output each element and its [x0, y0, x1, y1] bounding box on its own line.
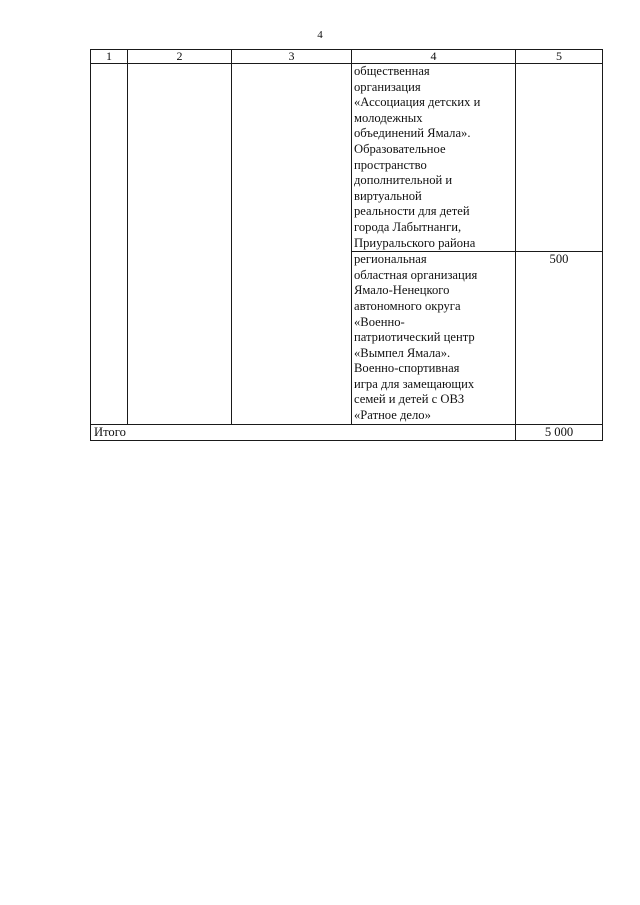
page-number: 4: [317, 29, 323, 41]
org1-line: пространство: [354, 157, 427, 172]
org2-line: «Ратное дело»: [354, 408, 431, 423]
header-cell-2: 2: [128, 50, 232, 64]
org2-line: Военно-спортивная: [354, 361, 460, 376]
org1-line: общественная: [354, 64, 430, 78]
cell-col3-empty: [232, 64, 352, 425]
org1-line: молодежных: [354, 110, 423, 125]
org2-line: «Военно-: [354, 314, 405, 329]
table-row: [91, 64, 603, 252]
org2-line: автономного округа: [354, 298, 461, 313]
org1-line: «Ассоциация детских и: [354, 95, 481, 110]
org2-line: областная организация: [354, 267, 478, 282]
cell-col1-empty: [91, 64, 128, 425]
cell-col2-empty: [128, 64, 232, 425]
org1-line: Образовательное: [354, 141, 446, 156]
total-label: Итого: [91, 424, 516, 441]
header-cell-5: 5: [516, 50, 603, 64]
org1-line: объединений Ямала».: [354, 126, 471, 141]
organization-cell-1: [352, 64, 516, 252]
org2-line: игра для замещающих: [354, 376, 475, 391]
total-amount: 5 000: [516, 424, 603, 441]
org2-line: региональная: [354, 252, 427, 267]
org1-line: виртуальной: [354, 188, 422, 203]
header-cell-4: 4: [352, 50, 516, 64]
table-header-row: [91, 50, 603, 64]
org2-line: семей и детей с ОВЗ: [354, 392, 465, 407]
org2-line: патриотический центр: [354, 330, 475, 345]
org1-line: дополнительной и: [354, 173, 453, 188]
total-row: [91, 424, 603, 441]
header-cell-1: 1: [91, 50, 128, 64]
organization-cell-2: [352, 252, 516, 425]
amount-cell-2: 500: [516, 252, 603, 425]
org2-line: Ямало-Ненецкого: [354, 283, 450, 298]
budget-table: [90, 49, 603, 441]
org1-line: реальности для детей: [354, 204, 470, 219]
amount-cell-1: [516, 64, 603, 252]
header-cell-3: 3: [232, 50, 352, 64]
org1-line: Приуральского района: [354, 235, 476, 250]
org2-line: «Вымпел Ямала».: [354, 345, 451, 360]
org1-line: организация: [354, 79, 421, 94]
org1-line: города Лабытнанги,: [354, 219, 462, 234]
